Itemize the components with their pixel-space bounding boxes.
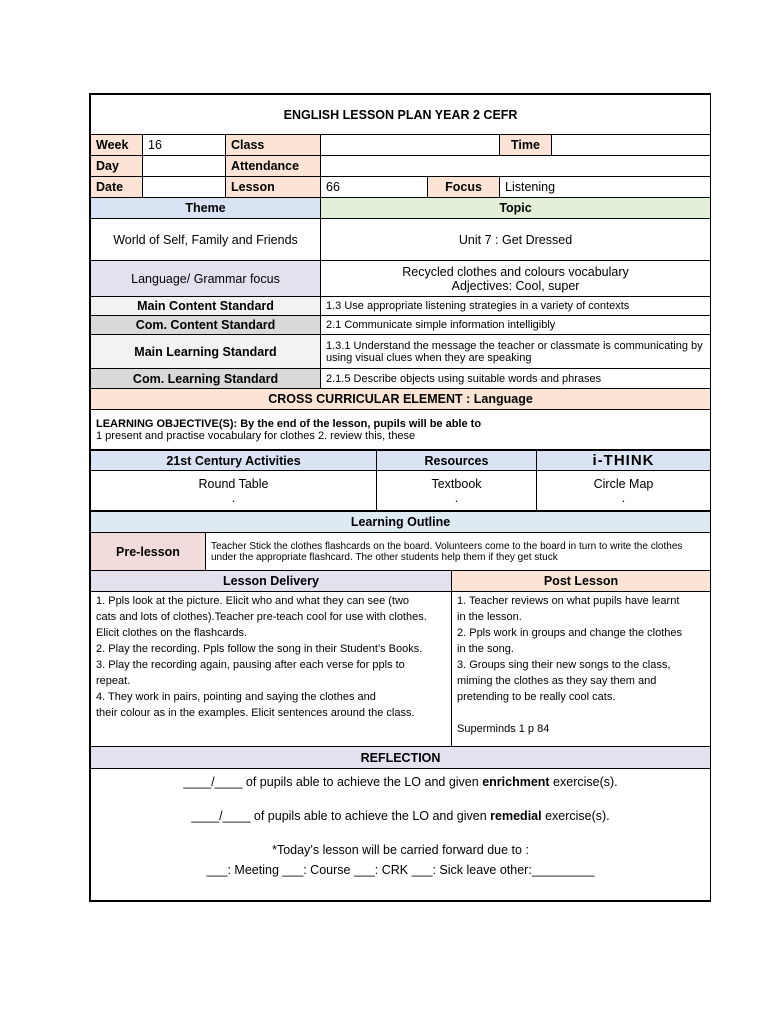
reflection-remedial-post: exercise(s).	[541, 809, 610, 823]
delivery-line: 3. Play the recording again, pausing after each verse for ppls to	[96, 659, 405, 671]
topic-value: Unit 7 : Get Dressed	[321, 219, 711, 261]
post-line: 2. Ppls work in groups and change the clothes	[457, 627, 683, 639]
attendance-value	[321, 156, 711, 177]
focus-label: Focus	[428, 177, 500, 198]
post-line-spacer	[457, 705, 705, 721]
grammar-focus-value	[321, 261, 711, 297]
reflection-content	[91, 769, 711, 901]
post-lesson-content	[452, 592, 711, 747]
reflection-enrichment-word: enrichment	[482, 775, 550, 789]
theme-label: Theme	[91, 198, 321, 219]
standard-label: Main Content Standard	[91, 297, 321, 316]
document-title: ENGLISH LESSON PLAN YEAR 2 CEFR	[91, 95, 711, 135]
pre-lesson-label: Pre-lesson	[91, 533, 206, 571]
time-label: Time	[500, 135, 552, 156]
delivery-line: 2. Play the recording. Ppls follow the song in their Student’s Books.	[96, 643, 423, 655]
post-lesson-label: Post Lesson	[452, 571, 711, 592]
grammar-focus-label: Language/ Grammar focus	[91, 261, 321, 297]
reflection-enrichment-post: exercise(s).	[549, 775, 618, 789]
standard-label: Com. Learning Standard	[91, 369, 321, 389]
post-line: 1. Teacher reviews on what pupils have learnt	[457, 595, 680, 607]
reflection-label: REFLECTION	[91, 747, 711, 769]
itink-dot: .	[621, 490, 626, 505]
lesson-plan-table	[90, 94, 711, 450]
grammar-focus-line-2: Adjectives: Cool, super	[451, 278, 580, 293]
lesson-delivery-label: Lesson Delivery	[91, 571, 452, 592]
topic-label: Topic	[321, 198, 711, 219]
standard-value: 2.1 Communicate simple information intelligibly	[321, 316, 711, 335]
post-line: in the lesson.	[457, 611, 522, 623]
post-line: miming the clothes as they say them and	[457, 675, 657, 687]
post-line: pretending to be really cool cats.	[457, 691, 616, 703]
delivery-line: their colour as in the examples. Elicit sentences around the class.	[96, 707, 415, 719]
date-value	[143, 177, 226, 198]
week-label: Week	[91, 135, 143, 156]
attendance-label: Attendance	[226, 156, 321, 177]
delivery-line: 1. Ppls look at the picture. Elicit who and what they can see (two	[96, 595, 410, 607]
day-value	[143, 156, 226, 177]
reflection-remedial-line	[96, 809, 705, 823]
delivery-line: 4. They work in pairs, pointing and saying the clothes and	[96, 691, 376, 703]
lesson-plan-document	[89, 93, 711, 902]
resources-label: Resources	[377, 451, 537, 471]
lesson-label: Lesson	[226, 177, 321, 198]
reflection-remedial-word: remedial	[490, 809, 542, 823]
itink-logo: i-THINK	[537, 451, 711, 471]
theme-value: World of Self, Family and Friends	[91, 219, 321, 261]
class-value	[321, 135, 500, 156]
date-label: Date	[91, 177, 143, 198]
resources-text: Textbook	[431, 476, 482, 491]
standard-value: 1.3 Use appropriate listening strategies in a variety of contexts	[321, 297, 711, 316]
carry-forward-reasons: ___: Meeting ___: Course ___: CRK ___: Sick leave other:_________	[206, 863, 595, 877]
lesson-value: 66	[321, 177, 428, 198]
activities-dot: .	[231, 490, 236, 505]
lesson-delivery-content	[91, 592, 452, 747]
itink-text: Circle Map	[593, 476, 654, 491]
reflection-enrichment-line	[96, 775, 705, 789]
learning-outline-label: Learning Outline	[91, 512, 711, 533]
time-value	[552, 135, 711, 156]
reflection-enrichment-pre: ____/____ of pupils able to achieve the LO and given	[183, 775, 483, 789]
activities-value	[91, 471, 377, 511]
activities-label: 21st Century Activities	[91, 451, 377, 471]
standard-label: Main Learning Standard	[91, 335, 321, 369]
delivery-line: cats and lots of clothes).Teacher pre-teach cool for use with clothes.	[96, 611, 427, 623]
week-value: 16	[143, 135, 226, 156]
cross-curricular-element: CROSS CURRICULAR ELEMENT : Language	[91, 389, 711, 410]
outline-table	[90, 511, 711, 901]
post-line: 3. Groups sing their new songs to the class,	[457, 659, 671, 671]
standard-value: 1.3.1 Understand the message the teacher or classmate is communicating by using visual clues when they are speaking	[321, 335, 711, 369]
activities-text: Round Table	[198, 476, 269, 491]
activities-table	[90, 450, 711, 511]
standard-value: 2.1.5 Describe objects using suitable words and phrases	[321, 369, 711, 389]
standard-label: Com. Content Standard	[91, 316, 321, 335]
learning-objectives-label: LEARNING OBJECTIVE(S): By the end of the lesson, pupils will be able to	[96, 417, 482, 430]
post-line: Superminds 1 p 84	[457, 723, 550, 735]
day-label: Day	[91, 156, 143, 177]
focus-value: Listening	[500, 177, 711, 198]
learning-objectives-text: 1 present and practise vocabulary for clothes 2. review this, these	[96, 429, 416, 442]
resources-dot: .	[454, 490, 459, 505]
delivery-line: repeat.	[96, 675, 131, 687]
pre-lesson-text: Teacher Stick the clothes flashcards on the board. Volunteers come to the board in turn to write the clothes under the appropriate flashcard. The other students help them if they get stuck	[206, 533, 711, 571]
class-label: Class	[226, 135, 321, 156]
resources-value	[377, 471, 537, 511]
post-line: in the song.	[457, 643, 514, 655]
reflection-remedial-pre: ____/____ of pupils able to achieve the LO and given	[191, 809, 491, 823]
grammar-focus-line-1: Recycled clothes and colours vocabulary	[402, 264, 629, 279]
learning-objectives	[91, 410, 711, 450]
carry-forward-text: *Today’s lesson will be carried forward due to :	[272, 843, 529, 857]
delivery-line: Elicit clothes on the flashcards.	[96, 627, 248, 639]
itink-value	[537, 471, 711, 511]
